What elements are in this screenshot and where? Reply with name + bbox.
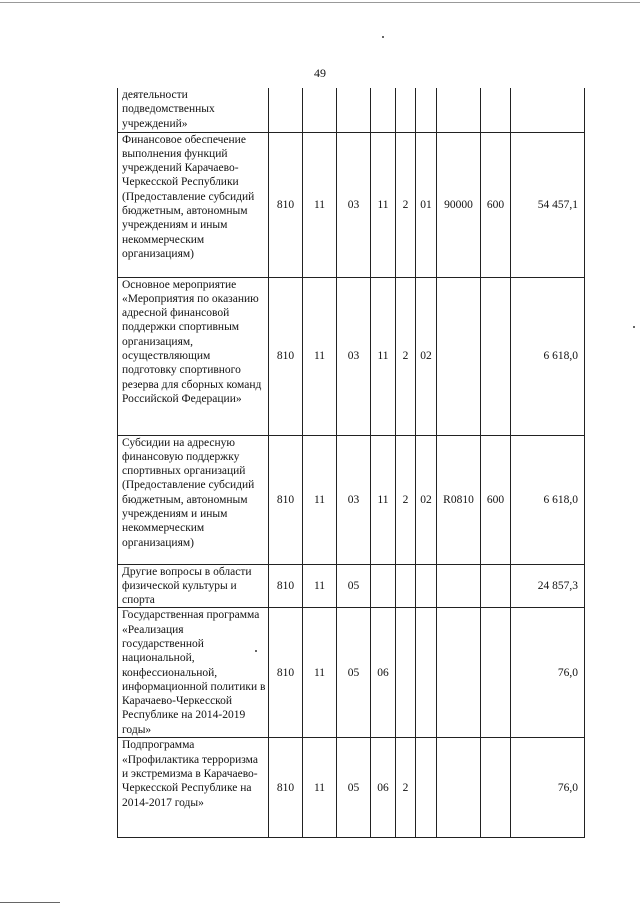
cell-event xyxy=(416,608,437,738)
row-name: Другие вопросы в области физической культуры и спорта xyxy=(118,564,269,608)
cell-section: 11 xyxy=(303,132,337,277)
cell-expense-type xyxy=(481,277,511,435)
cell-program: 06 xyxy=(371,738,396,838)
scan-dot xyxy=(633,326,635,328)
cell-subsection: 05 xyxy=(337,738,371,838)
cell-program: 11 xyxy=(371,435,396,564)
cell-program xyxy=(371,88,396,132)
table-row xyxy=(118,88,585,132)
cell-subprogram xyxy=(396,608,416,738)
cell-amount: 76,0 xyxy=(511,738,585,838)
cell-direction xyxy=(437,564,481,608)
cell-expense-type xyxy=(481,738,511,838)
cell-direction: 90000 xyxy=(437,132,481,277)
cell-event xyxy=(416,738,437,838)
table-row xyxy=(118,435,585,564)
cell-event: 02 xyxy=(416,435,437,564)
scan-line-bottom xyxy=(0,902,60,903)
cell-direction xyxy=(437,608,481,738)
scan-dot xyxy=(382,36,384,38)
scan-dot xyxy=(255,650,257,652)
cell-subprogram: 2 xyxy=(396,132,416,277)
cell-section: 11 xyxy=(303,608,337,738)
cell-subsection: 03 xyxy=(337,277,371,435)
row-name: Подпрограмма «Профилактика терроризма и экстремизма в Карачаево-Черкесской Республике на 2014-2017 годы» xyxy=(118,738,269,838)
cell-event xyxy=(416,564,437,608)
table-row xyxy=(118,738,585,838)
row-name: Государственная программа «Реализация государственной национальной, конфессиональной, информационной политики в Карачаево-Черкесской Республике на 2014-2019 годы» xyxy=(118,608,269,738)
cell-program: 11 xyxy=(371,132,396,277)
cell-subsection xyxy=(337,88,371,132)
cell-subprogram xyxy=(396,88,416,132)
cell-expense-type xyxy=(481,608,511,738)
row-name: Финансовое обеспечение выполнения функций учреждений Карачаево-Черкесской Республики (Предоставление субсидий бюджетным, автономным учреждениям и иным некоммерческим организациям) xyxy=(118,132,269,277)
cell-subsection: 05 xyxy=(337,564,371,608)
cell-expense-type xyxy=(481,564,511,608)
cell-ministry: 810 xyxy=(269,564,303,608)
cell-subprogram: 2 xyxy=(396,738,416,838)
cell-program: 06 xyxy=(371,608,396,738)
cell-event: 01 xyxy=(416,132,437,277)
cell-section: 11 xyxy=(303,277,337,435)
budget-table xyxy=(117,88,585,838)
table-row xyxy=(118,277,585,435)
row-name: Основное мероприятие «Мероприятия по оказанию адресной финансовой поддержки спортивным организациям, осуществляющим подготовку спортивного резерва для сборных команд Российской Федерации» xyxy=(118,277,269,435)
cell-section: 11 xyxy=(303,435,337,564)
cell-program: 11 xyxy=(371,277,396,435)
cell-expense-type: 600 xyxy=(481,435,511,564)
cell-subsection: 05 xyxy=(337,608,371,738)
table-row xyxy=(118,608,585,738)
cell-ministry: 810 xyxy=(269,277,303,435)
cell-ministry: 810 xyxy=(269,738,303,838)
cell-subsection: 03 xyxy=(337,435,371,564)
cell-ministry: 810 xyxy=(269,608,303,738)
cell-expense-type xyxy=(481,88,511,132)
cell-subsection: 03 xyxy=(337,132,371,277)
cell-ministry: 810 xyxy=(269,435,303,564)
cell-event: 02 xyxy=(416,277,437,435)
cell-direction xyxy=(437,88,481,132)
cell-amount: 6 618,0 xyxy=(511,277,585,435)
cell-event xyxy=(416,88,437,132)
cell-section: 11 xyxy=(303,564,337,608)
cell-section xyxy=(303,88,337,132)
cell-direction: R0810 xyxy=(437,435,481,564)
cell-subprogram xyxy=(396,564,416,608)
cell-ministry xyxy=(269,88,303,132)
table-row xyxy=(118,132,585,277)
cell-program xyxy=(371,564,396,608)
cell-amount: 76,0 xyxy=(511,608,585,738)
cell-amount xyxy=(511,88,585,132)
cell-section: 11 xyxy=(303,738,337,838)
table-row xyxy=(118,564,585,608)
cell-expense-type: 600 xyxy=(481,132,511,277)
cell-direction xyxy=(437,277,481,435)
cell-subprogram: 2 xyxy=(396,435,416,564)
row-name: деятельности подведомственных учреждений» xyxy=(118,88,269,132)
cell-amount: 6 618,0 xyxy=(511,435,585,564)
cell-subprogram: 2 xyxy=(396,277,416,435)
cell-direction xyxy=(437,738,481,838)
cell-amount: 24 857,3 xyxy=(511,564,585,608)
row-name: Субсидии на адресную финансовую поддержку спортивных организаций (Предоставление субсидий бюджетным, автономным учреждениям и иным некоммерческим организациям) xyxy=(118,435,269,564)
cell-ministry: 810 xyxy=(269,132,303,277)
cell-amount: 54 457,1 xyxy=(511,132,585,277)
scan-line-top xyxy=(0,2,640,3)
page-number: 49 xyxy=(314,66,326,80)
